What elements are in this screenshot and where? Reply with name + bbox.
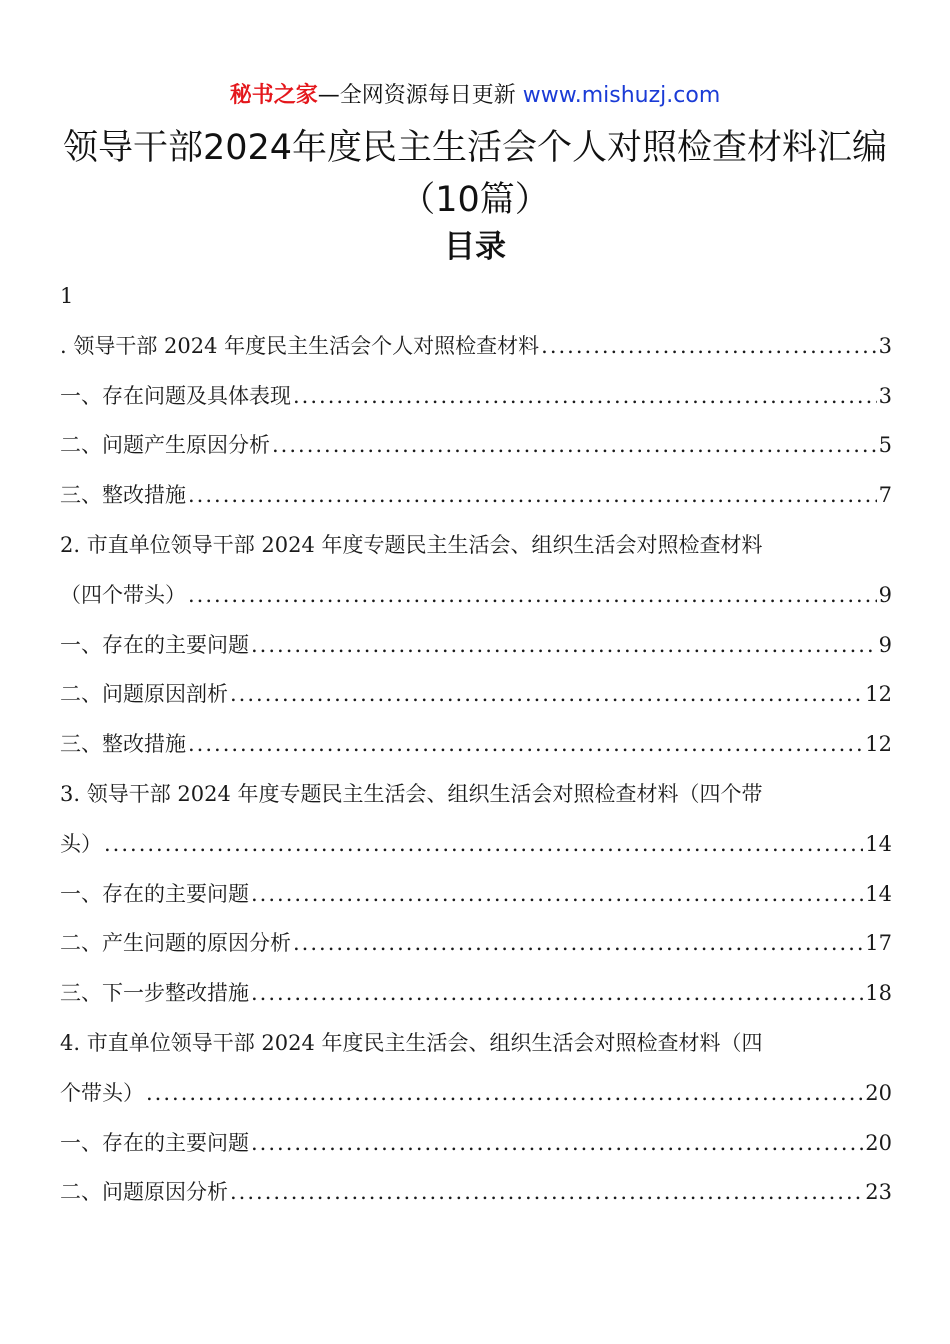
toc-page-number: 23	[865, 1180, 892, 1205]
toc-entry-text: 三、整改措施	[60, 483, 186, 508]
toc-page-number: 3	[878, 333, 892, 358]
toc-page-number: 5	[878, 433, 892, 458]
table-of-contents	[60, 272, 892, 1218]
toc-entry-text: 三、下一步整改措施	[60, 981, 249, 1006]
toc-dot-leader	[251, 870, 863, 920]
toc-page-number: 7	[878, 483, 892, 508]
toc-page-number: 9	[878, 582, 892, 607]
toc-entry[interactable]	[60, 670, 892, 720]
toc-page-number: 18	[865, 981, 892, 1006]
toc-dot-leader	[146, 1069, 863, 1119]
toc-entry[interactable]	[60, 919, 892, 969]
toc-entry-text: （四个带头）	[60, 582, 186, 607]
toc-dot-leader	[104, 820, 863, 870]
toc-page-number: 20	[865, 1080, 892, 1105]
toc-entry[interactable]	[60, 870, 892, 920]
toc-entry-text: 一、存在的主要问题	[60, 881, 249, 906]
toc-entry[interactable]	[60, 571, 892, 621]
toc-page-number: 3	[878, 383, 892, 408]
toc-dot-leader	[230, 670, 863, 720]
toc-dot-leader	[230, 1168, 863, 1218]
toc-page-number: 17	[865, 931, 892, 956]
toc-dot-leader	[188, 471, 877, 521]
toc-entry-text: 一、存在的主要问题	[60, 1130, 249, 1155]
toc-entry[interactable]	[60, 820, 892, 870]
toc-page-number: 14	[865, 881, 892, 906]
toc-dot-leader	[293, 372, 877, 422]
toc-entry-text: 二、问题产生原因分析	[60, 433, 270, 458]
toc-page-number: 12	[865, 732, 892, 757]
toc-entry-heading[interactable]: 4. 市直单位领导干部 2024 年度民主生活会、组织生活会对照检查材料（四	[60, 1030, 763, 1055]
toc-dot-leader	[541, 322, 876, 372]
toc-entry[interactable]	[60, 1069, 892, 1119]
toc-entry-text: 个带头）	[60, 1080, 144, 1105]
toc-entry[interactable]	[60, 1168, 892, 1218]
toc-entry-text: 二、产生问题的原因分析	[60, 931, 291, 956]
toc-entry[interactable]	[60, 471, 892, 521]
toc-entry-text: 头）	[60, 831, 102, 856]
toc-dot-leader	[251, 1119, 863, 1169]
banner-slogan: —全网资源每日更新	[317, 83, 516, 108]
toc-dot-leader	[251, 969, 863, 1019]
toc-dot-leader	[188, 571, 877, 621]
banner-brand: 秘书之家	[229, 83, 318, 108]
toc-start-marker: 1	[60, 284, 74, 308]
toc-entry-heading[interactable]: 2. 市直单位领导干部 2024 年度专题民主生活会、组织生活会对照检查材料	[60, 532, 763, 557]
toc-entry[interactable]	[60, 621, 892, 671]
toc-entry-text: . 领导干部 2024 年度民主生活会个人对照检查材料	[60, 333, 540, 358]
toc-entry[interactable]	[60, 372, 892, 422]
toc-page-number: 20	[865, 1130, 892, 1155]
toc-dot-leader	[293, 919, 863, 969]
toc-entry-text: 二、问题原因分析	[60, 1180, 228, 1205]
toc-entry[interactable]	[60, 969, 892, 1019]
toc-heading: 目录	[444, 229, 506, 265]
toc-dot-leader	[272, 421, 877, 471]
toc-entry-text: 三、整改措施	[60, 732, 186, 757]
toc-entry[interactable]	[60, 1119, 892, 1169]
toc-page-number: 12	[865, 682, 892, 707]
toc-page-number: 9	[878, 632, 892, 657]
toc-entry[interactable]	[60, 322, 892, 372]
toc-entry-text: 二、问题原因剖析	[60, 682, 228, 707]
toc-entry[interactable]	[60, 421, 892, 471]
site-banner	[0, 82, 950, 110]
toc-entry-heading[interactable]: 3. 领导干部 2024 年度专题民主生活会、组织生活会对照检查材料（四个带	[60, 781, 763, 806]
banner-url-link[interactable]: www.mishuzj.com	[522, 83, 721, 108]
toc-entry[interactable]	[60, 720, 892, 770]
document-title: 领导干部2024年度民主生活会个人对照检查材料汇编（10篇）	[62, 128, 888, 220]
toc-entry-text: 一、存在问题及具体表现	[60, 383, 291, 408]
toc-page-number: 14	[865, 831, 892, 856]
toc-dot-leader	[188, 720, 863, 770]
toc-dot-leader	[251, 621, 877, 671]
toc-entry-text: 一、存在的主要问题	[60, 632, 249, 657]
